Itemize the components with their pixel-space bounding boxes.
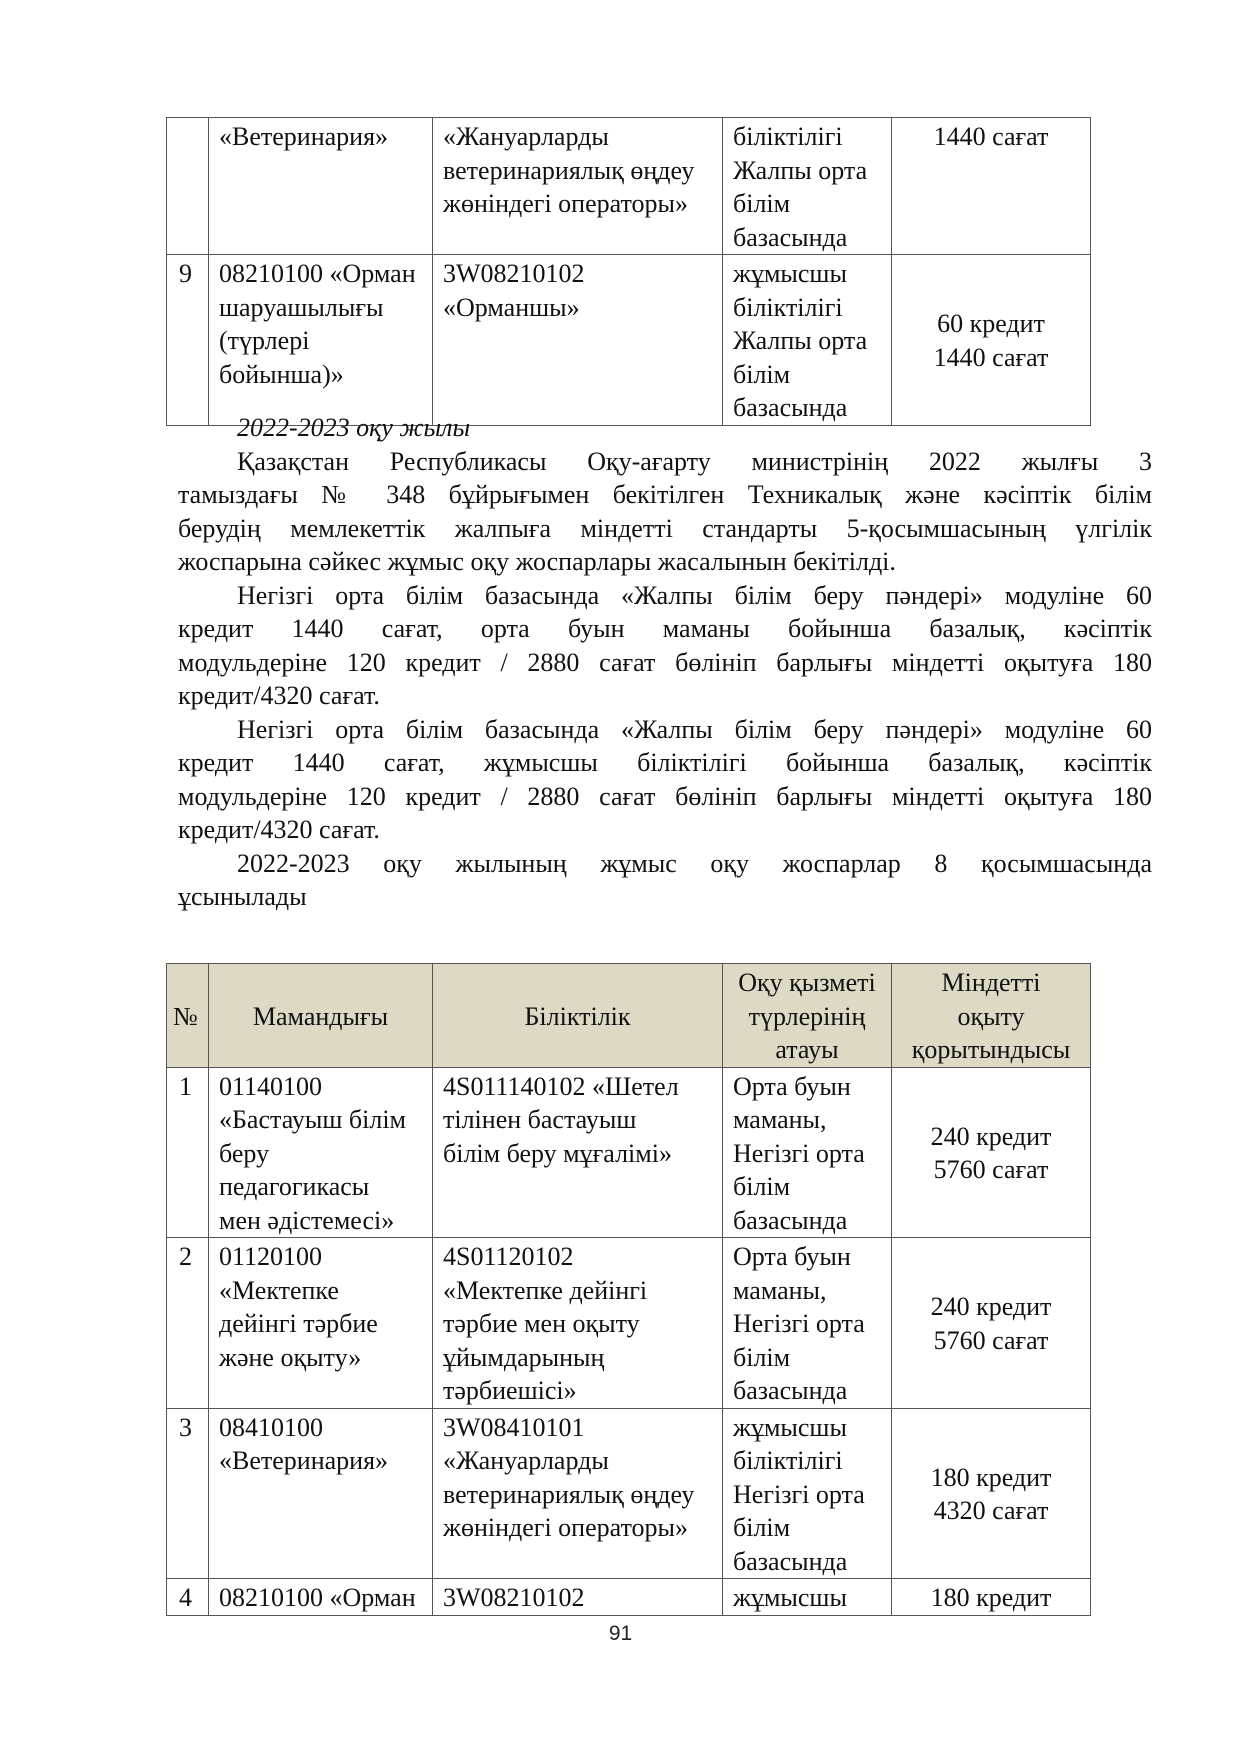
- cell-activity-line: базасында: [733, 1546, 848, 1576]
- programs-table-2022-2023: [166, 963, 1091, 1616]
- cell-specialty-line: бойынша)»: [219, 359, 344, 389]
- cell-activity-line: білім: [733, 359, 791, 389]
- cell-result: [892, 1067, 1091, 1238]
- cell-qualification: [433, 1408, 723, 1579]
- cell-specialty-line: мен әдістемесі»: [219, 1205, 395, 1235]
- cell-qualification-line: «Орманшы»: [443, 292, 580, 322]
- cell-activity-line: білім: [733, 1172, 791, 1201]
- cell-qualification-line: тәрбиешісі»: [443, 1376, 577, 1405]
- paragraph-line: модульдеріне 120 кредит / 2880 сағат бөлініп барлығы міндетті оқытуға 180: [178, 647, 1152, 677]
- cell-activity-line: Негізгі орта: [733, 1309, 865, 1338]
- cell-qualification-line: жөніндегі операторы»: [443, 189, 688, 218]
- cell-specialty-line: 01140100: [219, 1071, 323, 1101]
- header-no: №: [167, 964, 209, 1068]
- cell-qualification-line: «Мектепке дейінгі: [443, 1275, 648, 1305]
- header-activity-line: атауы: [775, 1035, 839, 1064]
- table-body: [167, 1067, 1091, 1615]
- table-row: [167, 1238, 1091, 1409]
- cell-activity-line: базасында: [733, 1376, 848, 1405]
- cell-qualification-line: 4S011140102 «Шетел: [443, 1071, 679, 1101]
- header-activity-line: түрлерінің: [748, 1001, 866, 1031]
- cell-specialty-line: «Мектепке: [219, 1275, 339, 1305]
- cell-qualification: [433, 1579, 723, 1616]
- cell-qualification-line: тәрбие мен оқыту: [443, 1309, 640, 1338]
- cell-qualification: [433, 118, 723, 255]
- cell-activity-line: базасында: [733, 393, 848, 422]
- cell-activity-line: Орта буын: [733, 1242, 851, 1271]
- cell-activity: [723, 1408, 892, 1579]
- cell-result-line: 4320 сағат: [933, 1496, 1049, 1526]
- table-row: [167, 1067, 1091, 1238]
- header-activity-line: Оқу қызметі: [738, 968, 876, 997]
- cell-activity-line: жұмысшы: [733, 259, 847, 288]
- cell-activity: [723, 1579, 892, 1616]
- cell-result-line: 1440 сағат: [933, 342, 1049, 372]
- cell-result-line: 180 кредит: [930, 1583, 1052, 1612]
- header-result: [892, 964, 1091, 1068]
- cell-qualification-line: ветеринариялық өңдеу: [443, 155, 695, 185]
- cell-activity-line: біліктілігі: [733, 1446, 843, 1475]
- cell-activity-line: базасында: [733, 1205, 848, 1235]
- cell-no-line: 9: [179, 259, 192, 288]
- cell-activity: [723, 1238, 892, 1409]
- cell-specialty: [209, 1579, 433, 1616]
- header-result-line: Міндетті: [941, 968, 1041, 997]
- cell-specialty-line: «Ветеринария»: [219, 1446, 389, 1475]
- page-number: 91: [608, 1622, 633, 1645]
- paragraph-line: Негізгі орта білім базасында «Жалпы білім беру пәндері» модуліне 60: [237, 714, 1152, 744]
- cell-specialty-line: педагогикасы: [219, 1172, 370, 1201]
- cell-activity-line: білім: [733, 189, 791, 218]
- programs-table-continued: [166, 117, 1091, 426]
- cell-qualification-line: 3W08410101: [443, 1412, 585, 1442]
- cell-qualification: [433, 255, 723, 426]
- table-row: [167, 118, 1091, 255]
- cell-qualification-line: тілінен бастауыш: [443, 1105, 637, 1134]
- cell-result: [892, 1408, 1091, 1579]
- cell-no-line: 2: [179, 1242, 192, 1271]
- paragraph-line: тамыздағы № 348 бұйрығымен бекітілген Техникалық және кәсіптік білім: [178, 480, 1152, 509]
- cell-activity: [723, 1067, 892, 1238]
- cell-specialty-line: шаруашылығы: [219, 292, 384, 322]
- cell-specialty-line: 08210100 «Орман: [219, 259, 416, 288]
- cell-activity-line: жұмысшы: [733, 1583, 847, 1612]
- cell-result-line: 1440 сағат: [933, 122, 1049, 151]
- cell-specialty-line: дейінгі тәрбие: [219, 1309, 378, 1338]
- paragraph-line: 2022-2023 оқу жылының жұмыс оқу жоспарлар 8 қосымшасында: [237, 848, 1152, 878]
- cell-activity-line: біліктілігі: [733, 292, 843, 322]
- cell-specialty: [209, 1238, 433, 1409]
- header-activity: [723, 964, 892, 1068]
- cell-activity-line: Негізгі орта: [733, 1138, 865, 1168]
- cell-no: [167, 255, 209, 426]
- header-result-line: қорытындысы: [911, 1035, 1071, 1064]
- cell-activity-line: Негізгі орта: [733, 1479, 865, 1509]
- cell-qualification: [433, 1067, 723, 1238]
- section-paragraphs: [178, 445, 1152, 914]
- cell-qualification-line: 3W08210102: [443, 1583, 585, 1612]
- paragraph-line: ұсынылады: [178, 882, 307, 911]
- cell-specialty-line: «Ветеринария»: [219, 122, 389, 151]
- cell-specialty-line: 01120100: [219, 1242, 323, 1271]
- paragraph-line: модульдеріне 120 кредит / 2880 сағат бөлініп барлығы міндетті оқытуға 180: [178, 781, 1152, 811]
- paragraph-line: жоспарына сәйкес жұмыс оқу жоспарлары жасалынын бекітілді.: [178, 547, 896, 576]
- cell-qualification-line: «Жануарларды: [443, 1446, 609, 1475]
- cell-result-line: 5760 сағат: [933, 1325, 1049, 1355]
- paragraph-line: берудің мемлекеттік жалпыға міндетті стандарты 5-қосымшасының үлгілік: [178, 513, 1152, 543]
- cell-qualification: [433, 1238, 723, 1409]
- cell-qualification-line: білім беру мұғалімі»: [443, 1138, 672, 1168]
- header-qualification: Біліктілік: [433, 964, 723, 1068]
- cell-specialty-line: беру: [219, 1138, 270, 1168]
- cell-qualification-line: 4S01120102: [443, 1242, 574, 1271]
- cell-activity-line: білім: [733, 1513, 791, 1542]
- cell-result: [892, 1238, 1091, 1409]
- cell-qualification-line: ветеринариялық өңдеу: [443, 1479, 695, 1509]
- cell-no: [167, 1408, 209, 1579]
- cell-no: [167, 1067, 209, 1238]
- paragraph-line: кредит/4320 сағат.: [178, 681, 380, 710]
- table-header-row: [167, 964, 1091, 1068]
- cell-result: [892, 255, 1091, 426]
- paragraph-line: кредит 1440 сағат, жұмысшы біліктілігі бойынша базалық, кәсіптік: [178, 748, 1152, 777]
- cell-activity-line: Жалпы орта: [733, 326, 868, 355]
- cell-no-line: 1: [179, 1071, 192, 1101]
- cell-specialty: [209, 118, 433, 255]
- cell-activity-line: Орта буын: [733, 1071, 851, 1101]
- cell-activity-line: базасында: [733, 222, 848, 252]
- cell-activity: [723, 118, 892, 255]
- cell-activity-line: маманы,: [733, 1275, 827, 1305]
- cell-result-line: 240 кредит: [930, 1121, 1052, 1151]
- cell-no-line: 4: [179, 1583, 192, 1612]
- cell-no: [167, 1579, 209, 1616]
- table-body: [167, 118, 1091, 426]
- cell-qualification-line: жөніндегі операторы»: [443, 1513, 688, 1542]
- cell-activity-line: білім: [733, 1342, 791, 1372]
- paragraph-line: кредит 1440 сағат, орта буын маманы бойынша базалық, кәсіптік: [178, 614, 1152, 643]
- paragraph-line: Негізгі орта білім базасында «Жалпы білім беру пәндері» модуліне 60: [237, 580, 1152, 610]
- table-row: [167, 1408, 1091, 1579]
- cell-activity-line: біліктілігі: [733, 122, 843, 151]
- paragraph-line: Қазақстан Республикасы Оқу-ағарту министрінің 2022 жылғы 3: [237, 446, 1152, 476]
- table-row: [167, 255, 1091, 426]
- paragraph-line: кредит/4320 сағат.: [178, 815, 380, 844]
- cell-result-line: 180 кредит: [930, 1462, 1052, 1492]
- section-heading: 2022-2023 оқу жылы: [237, 413, 471, 442]
- cell-activity: [723, 255, 892, 426]
- cell-result-line: 60 кредит: [937, 309, 1045, 339]
- header-specialty: Мамандығы: [209, 964, 433, 1068]
- cell-activity-line: маманы,: [733, 1105, 827, 1134]
- cell-specialty-line: (түрлері: [219, 326, 310, 355]
- section-2022-2023: [178, 411, 1152, 914]
- cell-qualification-line: «Жануарларды: [443, 122, 609, 151]
- cell-specialty: [209, 255, 433, 426]
- cell-qualification-line: ұйымдарының: [443, 1342, 605, 1372]
- cell-no-line: 3: [179, 1412, 192, 1442]
- cell-result-line: 5760 сағат: [933, 1155, 1049, 1185]
- cell-qualification-line: 3W08210102: [443, 259, 585, 288]
- cell-specialty-line: және оқыту»: [219, 1342, 362, 1372]
- cell-no: [167, 1238, 209, 1409]
- cell-activity-line: Жалпы орта: [733, 155, 868, 185]
- cell-no: [167, 118, 209, 255]
- cell-specialty-line: 08210100 «Орман: [219, 1583, 416, 1612]
- cell-result: [892, 118, 1091, 255]
- cell-specialty: [209, 1067, 433, 1238]
- header-result-line: оқыту: [957, 1001, 1025, 1031]
- table-row: [167, 1579, 1091, 1616]
- cell-activity-line: жұмысшы: [733, 1412, 847, 1442]
- cell-specialty-line: 08410100: [219, 1412, 323, 1442]
- cell-result-line: 240 кредит: [930, 1292, 1052, 1322]
- cell-specialty: [209, 1408, 433, 1579]
- cell-result: [892, 1579, 1091, 1616]
- cell-specialty-line: «Бастауыш білім: [219, 1105, 407, 1134]
- table-header: [167, 964, 1091, 1068]
